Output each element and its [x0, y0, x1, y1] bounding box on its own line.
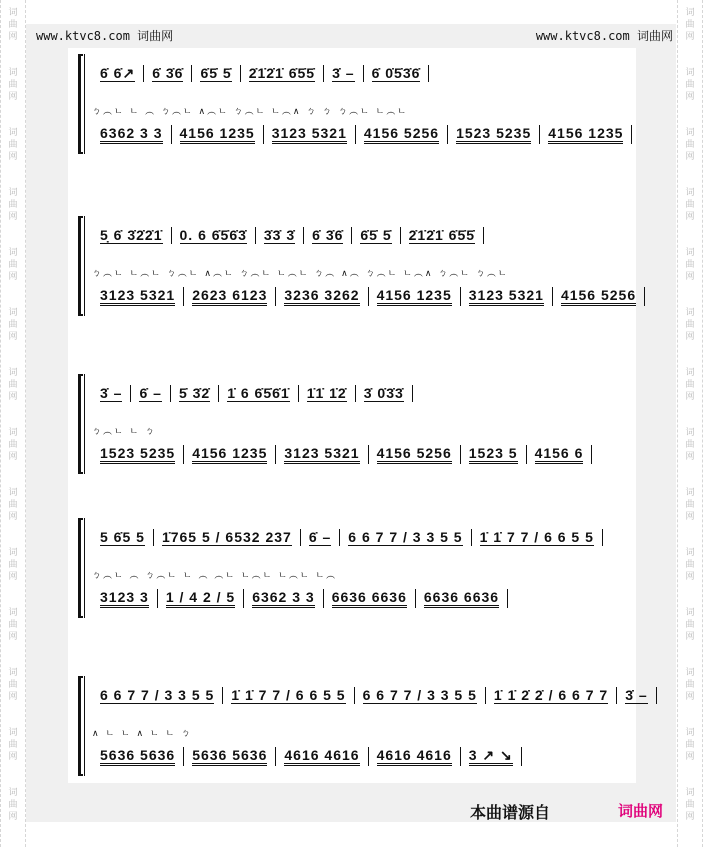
bowing-marks: ㄅ︵ㄴ ㄴ ㄅ — [92, 427, 157, 437]
measure-notes: 0. 6 6̇5̇6̇3̇ — [179, 227, 247, 243]
watermark-glyph: 曲 — [8, 320, 18, 330]
measure — [355, 385, 413, 402]
measure — [275, 287, 367, 306]
watermark-glyph: 网 — [8, 32, 18, 42]
header-right — [536, 27, 673, 44]
measure-notes: 1̇ 1̇ 2̇ 2̇ / 6 6 7 7 — [493, 687, 609, 703]
measure — [447, 125, 539, 144]
watermark-glyph: 网 — [8, 572, 18, 582]
measure-notes: 5636 5636 — [100, 747, 175, 766]
watermark-glyph: 曲 — [685, 440, 695, 450]
measure — [415, 589, 508, 608]
footer-site-link[interactable]: 词曲网 — [618, 802, 664, 820]
measure-notes: 2̇1̇2̇1̇ 6̇5̇5̇ — [248, 65, 316, 81]
watermark-glyph: 网 — [685, 752, 695, 762]
measure — [351, 227, 399, 244]
system-bracket-line — [84, 54, 85, 154]
watermark-glyph: 词 — [8, 788, 18, 798]
watermark-glyph: 网 — [8, 392, 18, 402]
melody-line — [92, 680, 648, 704]
measure-notes: 2623 6123 — [192, 287, 267, 306]
measure-notes: 6 6 7 7 / 3 3 5 5 — [348, 529, 463, 545]
watermark-glyph: 词 — [8, 428, 18, 438]
measure — [92, 385, 130, 402]
watermark-glyph: 词 — [685, 548, 695, 558]
watermark-glyph: 词 — [8, 248, 18, 258]
measure-notes: 6̇ – — [139, 385, 162, 401]
measure — [323, 65, 362, 82]
watermark-glyph: 网 — [8, 152, 18, 162]
header-left-site: 词曲网 — [137, 29, 174, 43]
watermark-glyph: 词 — [685, 68, 695, 78]
measure — [92, 445, 183, 464]
watermark-glyph: 网 — [685, 452, 695, 462]
watermark-glyph: 曲 — [8, 500, 18, 510]
measure — [339, 529, 470, 546]
watermark-glyph: 网 — [685, 32, 695, 42]
measure-notes: 1523 5 — [469, 445, 518, 464]
measure — [471, 529, 603, 546]
watermark-glyph: 曲 — [8, 740, 18, 750]
measure — [368, 445, 460, 464]
watermark-glyph: 词 — [685, 608, 695, 618]
watermark-glyph: 曲 — [685, 140, 695, 150]
score-system — [78, 54, 628, 154]
measure-notes: 6362 3 3 — [252, 589, 315, 608]
measure — [363, 65, 430, 82]
measure — [255, 227, 303, 244]
measure-notes: 3123 5321 — [272, 125, 347, 144]
watermark-glyph: 词 — [685, 668, 695, 678]
measure-notes: 1523 5235 — [100, 445, 175, 464]
watermark-glyph: 网 — [8, 512, 18, 522]
measure-notes: 6 6 7 7 / 3 3 5 5 — [100, 687, 215, 703]
measure — [143, 65, 191, 82]
system-bracket-line — [84, 374, 85, 474]
bowing-marks: ㄅ︵ㄴ ︵ ㄅ︵ㄴ ㄴ ︵ ︵ㄴ ㄴ︵ㄴ ㄴ︵ㄴ ㄴ︵ — [92, 571, 338, 581]
measure — [92, 65, 143, 82]
watermark-glyph: 网 — [685, 392, 695, 402]
measure — [298, 385, 355, 402]
watermark-glyph: 网 — [8, 212, 18, 222]
measure — [323, 589, 415, 608]
measure-notes: 1̇765 5 / 6532 237 — [161, 529, 292, 545]
bowing-marks: ㄅ︵ㄴ ㄴ︵ㄴ ㄅ︵ㄴ ∧︵ㄴ ㄅ︵ㄴ ㄴ︵ㄴ ㄅ︵ ∧︵ ㄅ︵ㄴ ㄴ︵∧ ㄅ︵ㄴ ㄅ︵ㄴ — [92, 269, 509, 279]
watermark-glyph: 网 — [8, 92, 18, 102]
measure — [400, 227, 484, 244]
header-left — [36, 27, 173, 44]
watermark-glyph: 词 — [8, 308, 18, 318]
left-watermark-strip — [0, 0, 26, 847]
watermark-glyph: 曲 — [8, 200, 18, 210]
header-right-site: 词曲网 — [636, 29, 673, 43]
accompaniment-line — [92, 282, 637, 306]
measure — [275, 445, 367, 464]
watermark-glyph: 词 — [685, 128, 695, 138]
score-system — [78, 374, 628, 474]
measure — [218, 385, 298, 402]
melody-line — [92, 378, 628, 402]
watermark-glyph: 曲 — [685, 80, 695, 90]
measure — [191, 65, 239, 82]
measure — [183, 445, 275, 464]
watermark-glyph: 曲 — [685, 800, 695, 810]
watermark-glyph: 网 — [685, 212, 695, 222]
accompaniment-line — [92, 440, 628, 464]
measure — [92, 227, 171, 244]
watermark-glyph: 词 — [8, 368, 18, 378]
measure — [183, 747, 275, 766]
measure-notes: 3̇3̇ 3̇ — [263, 227, 296, 243]
watermark-glyph: 词 — [685, 8, 695, 18]
measure — [153, 529, 300, 546]
watermark-glyph: 曲 — [685, 680, 695, 690]
bowing-marks: ㄅ︵ㄴ ㄴ ︵ ㄅ︵ㄴ ∧︵ㄴ ㄅ︵ㄴ ㄴ︵∧ ㄅ ㄅ ㄅ︵ㄴ ㄴ︵ㄴ — [92, 107, 409, 117]
measure-notes: 5̇ 3̇2̇ — [178, 385, 211, 401]
measure-notes: 4156 5256 — [561, 287, 636, 306]
watermark-glyph: 曲 — [685, 740, 695, 750]
measure — [183, 287, 275, 306]
measure — [303, 227, 351, 244]
watermark-glyph: 网 — [8, 272, 18, 282]
measure — [300, 529, 339, 546]
header-right-url: www.ktvc8.com — [535, 29, 630, 43]
measure-notes: 6̇ 3̇6̇ — [152, 65, 184, 81]
measure-notes: 3123 5321 — [284, 445, 359, 464]
watermark-glyph: 词 — [8, 728, 18, 738]
system-bracket — [78, 676, 83, 776]
watermark-glyph: 词 — [8, 128, 18, 138]
measure — [263, 125, 355, 144]
watermark-glyph: 词 — [685, 248, 695, 258]
watermark-glyph: 曲 — [8, 140, 18, 150]
measure-notes: 4156 5256 — [377, 445, 452, 464]
measure-notes: 6̇ 0̇5̇3̇6̇ — [371, 65, 421, 81]
watermark-glyph: 网 — [685, 512, 695, 522]
measure-notes: 6̇ 6̇↗ — [100, 65, 136, 81]
measure-notes: 2̇1̇2̇1̇ 6̇5̇5̇ — [408, 227, 476, 243]
measure-notes: 5636 5636 — [192, 747, 267, 766]
watermark-glyph: 曲 — [8, 380, 18, 390]
measure-notes: 5̣ 6̇ 3̇2̇2̇1̇ — [100, 227, 163, 243]
watermark-glyph: 曲 — [8, 620, 18, 630]
measure — [275, 747, 367, 766]
watermark-glyph: 网 — [8, 692, 18, 702]
system-bracket — [78, 374, 83, 474]
measure-notes: 1̇ 1̇ 7 7 / 6 6 5 5 — [479, 529, 594, 545]
watermark-glyph: 曲 — [685, 560, 695, 570]
watermark-glyph: 曲 — [685, 200, 695, 210]
measure-notes: 6̇ 3̇6̇ — [312, 227, 344, 243]
measure — [485, 687, 616, 704]
system-bracket-line — [84, 518, 85, 618]
measure — [539, 125, 632, 144]
measure — [92, 529, 153, 546]
measure — [92, 287, 183, 306]
measure-notes: 1̇1̇ 1̇2̇ — [306, 385, 347, 401]
measure-notes: 6̇5̇ 5̇ — [360, 227, 392, 243]
watermark-glyph: 词 — [8, 668, 18, 678]
measure-notes: 3123 5321 — [100, 287, 175, 306]
measure-notes: 1̇ 6 6̇5̇6̇1̇ — [227, 385, 290, 401]
watermark-glyph: 网 — [685, 692, 695, 702]
measure — [243, 589, 323, 608]
measure-notes: 4156 6 — [535, 445, 584, 464]
watermark-glyph: 词 — [685, 488, 695, 498]
measure — [157, 589, 243, 608]
melody-line — [92, 522, 628, 546]
watermark-glyph: 词 — [8, 608, 18, 618]
watermark-glyph: 网 — [685, 632, 695, 642]
watermark-glyph: 网 — [685, 152, 695, 162]
watermark-glyph: 曲 — [8, 80, 18, 90]
right-watermark-strip — [677, 0, 703, 847]
measure-notes: 3236 3262 — [284, 287, 359, 306]
watermark-glyph: 曲 — [685, 500, 695, 510]
watermark-glyph: 网 — [685, 272, 695, 282]
measure — [92, 747, 183, 766]
watermark-glyph: 词 — [8, 548, 18, 558]
accompaniment-line — [92, 120, 628, 144]
measure — [354, 687, 485, 704]
measure — [460, 445, 526, 464]
measure — [171, 227, 255, 244]
watermark-glyph: 词 — [8, 188, 18, 198]
watermark-glyph: 词 — [685, 728, 695, 738]
watermark-glyph: 词 — [685, 188, 695, 198]
measure — [92, 687, 222, 704]
bowing-marks: ∧ ㄴ ㄴ ∧ ㄴ ㄴ ㄅ — [92, 729, 193, 739]
system-bracket-line — [84, 216, 85, 316]
measure — [552, 287, 645, 306]
watermark-glyph: 词 — [685, 368, 695, 378]
measure-notes: 4156 1235 — [377, 287, 452, 306]
measure-notes: 6 6 7 7 / 3 3 5 5 — [362, 687, 477, 703]
watermark-glyph: 网 — [8, 812, 18, 822]
measure — [460, 747, 522, 766]
watermark-glyph: 网 — [8, 752, 18, 762]
measure — [171, 125, 263, 144]
measure — [130, 385, 169, 402]
system-bracket — [78, 518, 83, 618]
watermark-glyph: 曲 — [685, 320, 695, 330]
watermark-glyph: 词 — [685, 428, 695, 438]
measure-notes: 4616 4616 — [284, 747, 359, 766]
watermark-glyph: 曲 — [8, 260, 18, 270]
watermark-glyph: 曲 — [8, 560, 18, 570]
footer-credit: 本曲谱源自 — [470, 803, 551, 822]
measure-notes: 6̇5̇ 5̇ — [200, 65, 232, 81]
measure — [368, 747, 460, 766]
watermark-glyph: 曲 — [685, 380, 695, 390]
watermark-glyph: 网 — [685, 92, 695, 102]
measure-notes: 3̇ – — [332, 65, 355, 81]
score-system — [78, 216, 637, 316]
watermark-glyph: 网 — [8, 632, 18, 642]
watermark-glyph: 词 — [8, 68, 18, 78]
measure-notes: 4156 1235 — [192, 445, 267, 464]
watermark-glyph: 曲 — [8, 800, 18, 810]
watermark-glyph: 词 — [685, 308, 695, 318]
measure-notes: 1523 5235 — [456, 125, 531, 144]
measure-notes: 3123 3 — [100, 589, 149, 608]
measure — [368, 287, 460, 306]
watermark-glyph: 词 — [8, 8, 18, 18]
accompaniment-line — [92, 742, 628, 766]
measure-notes: 1̇ 1̇ 7 7 / 6 6 5 5 — [231, 687, 346, 703]
measure-notes: 4156 1235 — [548, 125, 623, 144]
watermark-glyph: 曲 — [8, 20, 18, 30]
measure — [460, 287, 552, 306]
measure-notes: 6636 6636 — [424, 589, 499, 608]
melody-line — [92, 220, 628, 244]
watermark-glyph: 网 — [8, 452, 18, 462]
watermark-glyph: 曲 — [685, 260, 695, 270]
measure — [526, 445, 593, 464]
measure-notes: 1 / 4 2 / 5 — [166, 589, 235, 608]
measure-notes: 3̇ 0̇3̇3̇ — [363, 385, 404, 401]
measure-notes: 4616 4616 — [377, 747, 452, 766]
measure — [222, 687, 353, 704]
measure — [170, 385, 218, 402]
measure-notes: 3123 5321 — [469, 287, 544, 306]
score-system — [78, 676, 648, 776]
measure — [240, 65, 323, 82]
measure-notes: 4156 5256 — [364, 125, 439, 144]
measure — [355, 125, 447, 144]
measure-notes: 6̇ – — [308, 529, 332, 545]
watermark-glyph: 网 — [8, 332, 18, 342]
system-bracket — [78, 216, 83, 316]
watermark-glyph: 网 — [685, 572, 695, 582]
header-left-url: www.ktvc8.com — [36, 29, 130, 43]
watermark-glyph: 网 — [685, 812, 695, 822]
measure — [92, 589, 157, 608]
watermark-glyph: 词 — [8, 488, 18, 498]
watermark-glyph: 曲 — [8, 440, 18, 450]
measure-notes: 6636 6636 — [332, 589, 407, 608]
system-bracket-line — [84, 676, 85, 776]
watermark-glyph: 曲 — [8, 680, 18, 690]
system-bracket — [78, 54, 83, 154]
sheet-music-score — [68, 48, 648, 783]
measure-notes: 3 ↗ ↘ — [469, 747, 513, 766]
measure-notes: 6362 3 3 — [100, 125, 163, 144]
measure-notes: 3̇ – — [100, 385, 123, 401]
melody-line — [92, 58, 628, 82]
measure-notes: 5 6̇5 5 — [100, 529, 145, 545]
watermark-glyph: 曲 — [685, 20, 695, 30]
watermark-glyph: 曲 — [685, 620, 695, 630]
score-system — [78, 518, 628, 618]
watermark-glyph: 网 — [685, 332, 695, 342]
accompaniment-line — [92, 584, 628, 608]
measure — [616, 687, 656, 704]
measure-notes: 3̇ – — [625, 687, 648, 703]
watermark-glyph: 词 — [685, 788, 695, 798]
measure-notes: 4156 1235 — [180, 125, 255, 144]
measure — [92, 125, 171, 144]
